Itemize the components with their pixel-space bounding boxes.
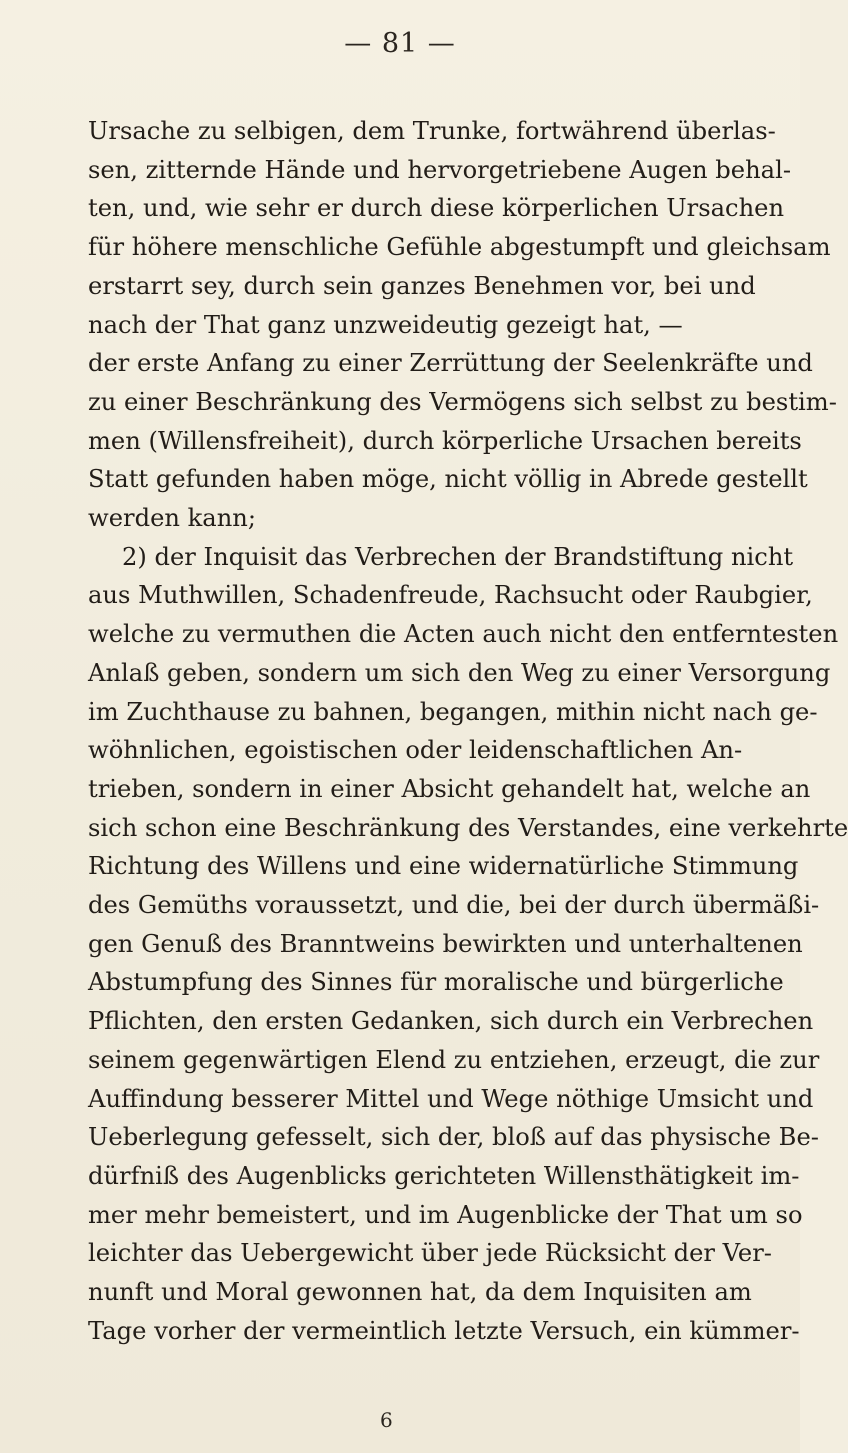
- text-line: des Gemüths voraussetzt, und die, bei der durch übermäßi-: [88, 891, 820, 920]
- text-line: dürfniß des Augenblicks gerichteten Willensthätigkeit im-: [88, 1161, 800, 1190]
- text-line: trieben, sondern in einer Absicht gehandelt hat, welche an: [88, 774, 811, 803]
- text-line: leichter das Uebergewicht über jede Rücksicht der Ver-: [88, 1239, 772, 1268]
- text-line: der erste Anfang zu einer Zerrüttung der Seelenkräfte und: [88, 349, 813, 378]
- text-line: zu einer Beschränkung des Vermögens sich selbst zu bestim-: [88, 387, 837, 416]
- text-line: sen, zitternde Hände und hervorgetriebene Augen behal-: [88, 155, 792, 184]
- text-line: für höhere menschliche Gefühle abgestumpft und gleichsam: [88, 233, 831, 262]
- text-line: aus Muthwillen, Schadenfreude, Rachsucht oder Raubgier,: [88, 581, 813, 610]
- text-line: Auffindung besserer Mittel und Wege nöthige Umsicht und: [88, 1084, 814, 1113]
- text-line: Ursache zu selbigen, dem Trunke, fortwährend überlas-: [88, 117, 776, 145]
- printer-signature-mark: 6: [380, 1408, 393, 1432]
- text-line: erstarrt sey, durch sein ganzes Benehmen vor, bei und: [88, 271, 756, 300]
- text-line: Tage vorher der vermeintlich letzte Versuch, ein kümmer-: [88, 1316, 800, 1345]
- text-line: wöhnlichen, egoistischen oder leidenschaftlichen An-: [88, 736, 743, 765]
- text-line: sich schon eine Beschränkung des Verstandes, eine verkehrte: [88, 813, 848, 842]
- body-text: [88, 112, 848, 1351]
- text-line: 2) der Inquisit das Verbrechen der Brandstiftung nicht: [122, 542, 794, 571]
- text-line: Statt gefunden haben möge, nicht völlig in Abrede gestellt: [88, 465, 808, 494]
- text-line: seinem gegenwärtigen Elend zu entziehen, erzeugt, die zur: [88, 1045, 820, 1074]
- text-line: werden kann;: [88, 504, 257, 533]
- text-line: nach der That ganz unzweideutig gezeigt hat, —: [88, 310, 683, 339]
- text-line: Richtung des Willens und eine widernatürliche Stimmung: [88, 852, 799, 881]
- text-line: welche zu vermuthen die Acten auch nicht den entferntesten: [88, 620, 839, 649]
- text-line: ten, und, wie sehr er durch diese körperlichen Ursachen: [88, 194, 785, 223]
- text-line: men (Willensfreiheit), durch körperliche Ursachen bereits: [88, 426, 802, 455]
- text-line: gen Genuß des Branntweins bewirkten und unterhaltenen: [88, 929, 803, 958]
- text-line: mer mehr bemeistert, und im Augenblicke der That um so: [88, 1200, 803, 1229]
- text-line: im Zuchthause zu bahnen, begangen, mithin nicht nach ge-: [88, 697, 818, 726]
- text-line: Pflichten, den ersten Gedanken, sich durch ein Verbrechen: [88, 1007, 814, 1036]
- page-number: — 81 —: [344, 28, 456, 59]
- text-line: Ueberlegung gefesselt, sich der, bloß auf das physische Be-: [88, 1123, 819, 1152]
- text-line: nunft und Moral gewonnen hat, da dem Inquisiten am: [88, 1278, 752, 1307]
- text-line: Abstumpfung des Sinnes für moralische und bürgerliche: [88, 968, 784, 997]
- text-line: Anlaß geben, sondern um sich den Weg zu einer Versorgung: [88, 658, 831, 687]
